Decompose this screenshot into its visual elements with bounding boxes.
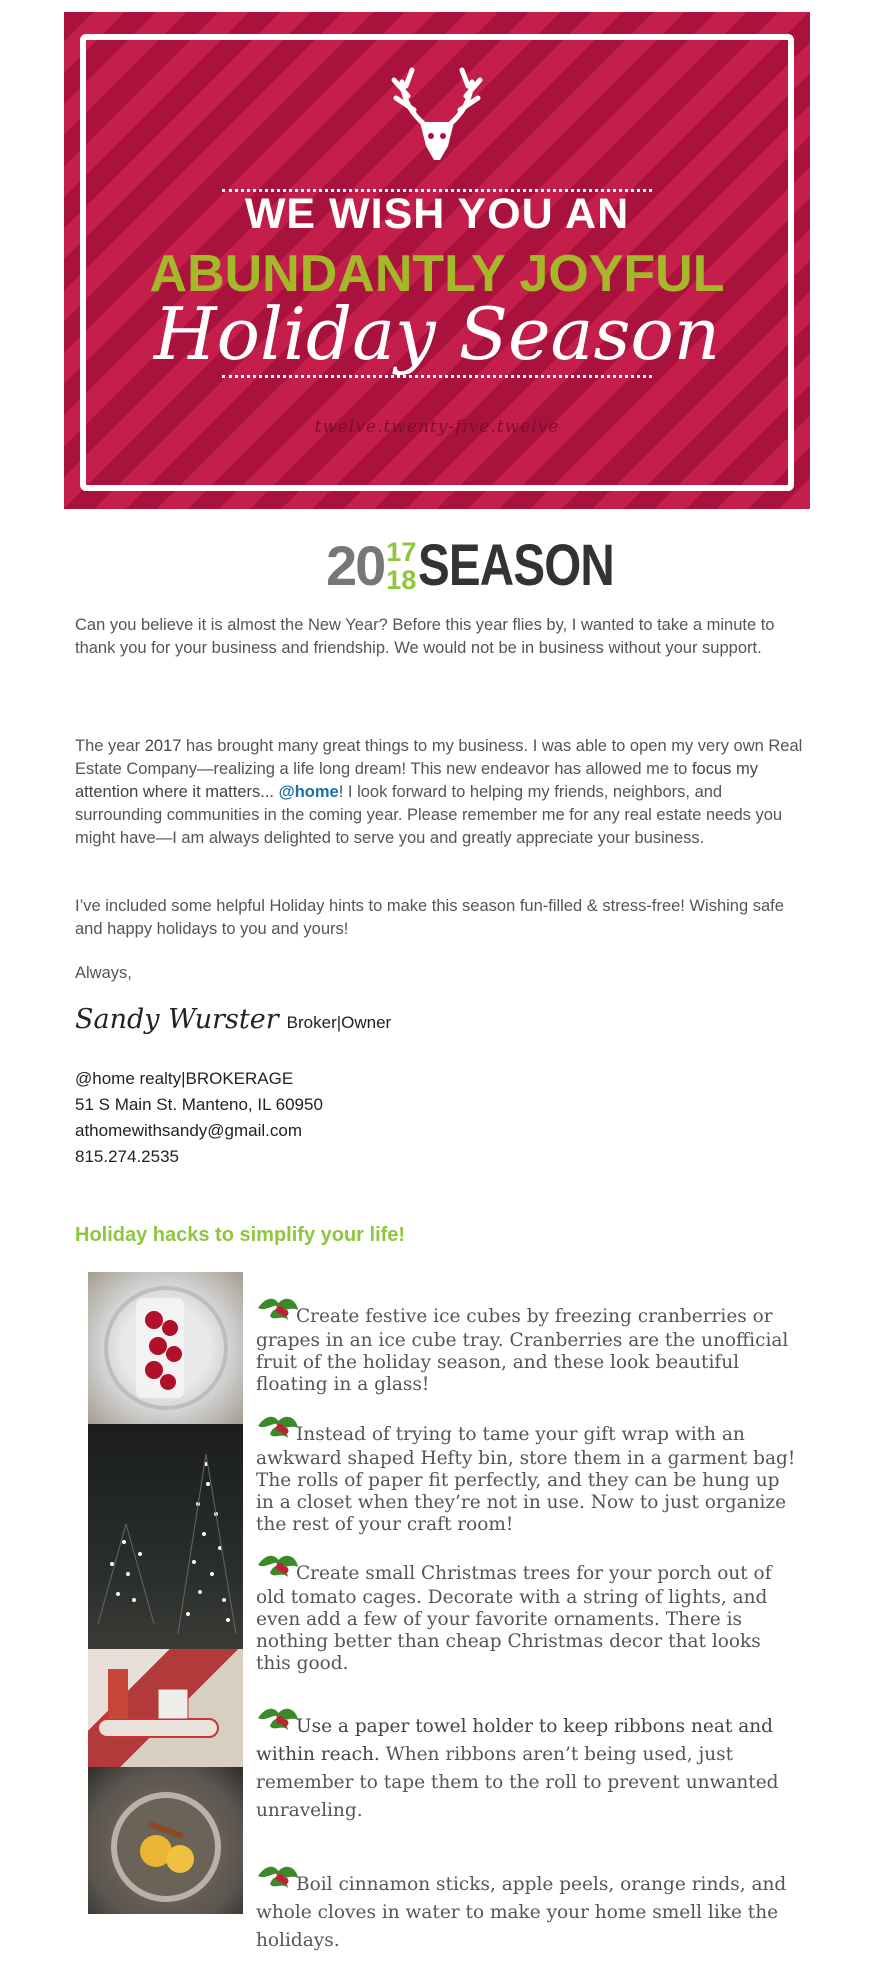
hack-item-ice-cubes bbox=[256, 1290, 801, 1396]
intro-paragraph: Can you believe it is almost the New Year? Before this year flies by, I wanted to take a minute to thank you for your business and friendship. We would not be in business without your support. bbox=[75, 616, 775, 657]
hack-lead: Use a paper towel holder to keep ribbons neat and within reach. bbox=[256, 1716, 773, 1765]
contact-block bbox=[75, 1066, 323, 1170]
home-link[interactable]: @home bbox=[278, 783, 339, 801]
tomato-cage-trees-photo bbox=[88, 1424, 243, 1649]
hack-item-ribbons bbox=[256, 1700, 801, 1825]
closing-text: Always, bbox=[75, 964, 132, 982]
holly-icon bbox=[256, 1290, 300, 1330]
hacks-title: Holiday hacks to simplify your life! bbox=[75, 1224, 406, 1246]
holly-icon bbox=[256, 1858, 300, 1898]
simmer-pot-photo bbox=[88, 1767, 243, 1914]
ribbon-holder-photo bbox=[88, 1649, 243, 1767]
banner-line3: Holiday Season bbox=[153, 292, 721, 376]
banner-date: twelve.twenty-five.twelve bbox=[314, 417, 560, 437]
year-highlight: 2017 bbox=[144, 737, 182, 755]
season-year-bottom: 18 bbox=[386, 565, 417, 595]
banner-line1: WE WISH YOU AN bbox=[244, 190, 630, 238]
hack-text: When ribbons aren’t being used, just remember to tape them to the roll to prevent unwanted unraveling. bbox=[256, 1744, 779, 1821]
hack-text: Create small Christmas trees for your porch out of old tomato cages. Decorate with a string of lights, and even add a few of your favorite ornaments. There is nothing better than cheap Christmas decor that looks this good. bbox=[256, 1563, 772, 1674]
company-name: @home realty|BROKERAGE bbox=[75, 1069, 294, 1088]
holly-icon bbox=[256, 1547, 300, 1587]
dotted-divider-bottom bbox=[222, 375, 652, 378]
holiday-banner bbox=[64, 12, 810, 509]
signature: Sandy Wurster bbox=[75, 1004, 279, 1035]
holly-icon bbox=[256, 1408, 300, 1448]
season-year-start: 20 bbox=[326, 534, 385, 597]
signature-row bbox=[75, 1004, 391, 1035]
business-paragraph: The year 2017 has brought many great things to my business. I was able to open my very own Real Estate Company—realizing a life long dream! This new endeavor has allowed me to focus my attention where it matters... @home! I look forward to helping my friends, neighbors, and surrounding communities in the coming year. Please remember me for any real estate needs you might have—I am always delighted to serve you and greatly appreciate your business. bbox=[75, 737, 803, 847]
reindeer-icon bbox=[382, 64, 492, 174]
hack-item-gift-wrap bbox=[256, 1408, 801, 1536]
hack-text: Boil cinnamon sticks, apple peels, orange rinds, and whole cloves in water to make your home smell like the holidays. bbox=[256, 1874, 787, 1951]
address: 51 S Main St. Manteno, IL 60950 bbox=[75, 1095, 323, 1114]
season-year-top: 17 bbox=[386, 537, 417, 567]
phone-number[interactable]: 815.274.2535 bbox=[75, 1147, 179, 1166]
hack-item-tomato-cages bbox=[256, 1547, 801, 1675]
season-logo bbox=[326, 535, 657, 597]
season-word: SEASON bbox=[418, 533, 615, 598]
signature-role: Broker|Owner bbox=[286, 1013, 392, 1032]
email-link[interactable]: athomewithsandy@gmail.com bbox=[75, 1121, 303, 1140]
ice-cubes-photo bbox=[88, 1272, 243, 1424]
hack-text: Create festive ice cubes by freezing cranberries or grapes in an ice cube tray. Cranberries are the unofficial fruit of the holiday season, and these look beautiful floating in a glass! bbox=[256, 1306, 789, 1395]
banner-line2: ABUNDANTLY JOYFUL bbox=[149, 245, 725, 303]
hints-paragraph: I’ve included some helpful Holiday hints to make this season fun-filled & stress-free! Wishing safe and happy holidays to you and yours! bbox=[75, 897, 784, 938]
hack-text: Instead of trying to tame your gift wrap with an awkward shaped Hefty bin, store them in a garment bag! The rolls of paper fit perfectly, and they can be hung up in a closet when they’re not in use. Now to just organize the rest of your craft room! bbox=[256, 1424, 796, 1535]
focus-highlight: focus my attention where it matters... bbox=[75, 760, 758, 801]
holly-icon bbox=[256, 1700, 300, 1740]
hack-item-simmer-pot bbox=[256, 1858, 801, 1955]
